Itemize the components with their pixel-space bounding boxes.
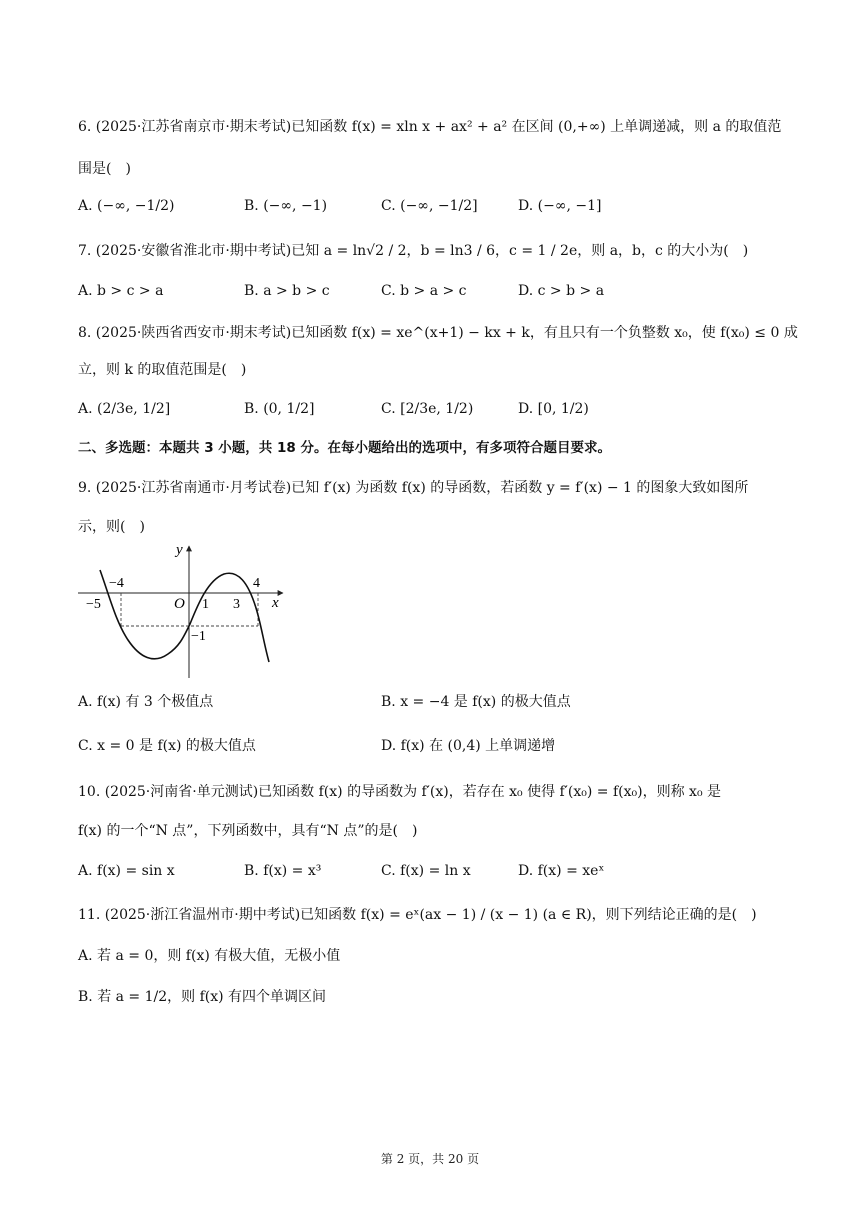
q9-option-c: C. x = 0 是 f(x) 的极大值点 [78,738,256,754]
q8-stem-line2: 立，则 k 的取值范围是( ) [78,362,247,378]
tick-label-3: 3 [233,597,240,612]
q8-stem-line1: 8. (2025·陕西省西安市·期末考试)已知函数 f(x) = xe^(x+1) − kx + k，有且只有一个负整数 x₀，使 f(x₀) ≤ 0 成 [78,325,798,341]
derivative-curve [100,570,269,662]
q7-option-d: D. c > b > a [518,283,605,299]
q7-stem: 7. (2025·安徽省淮北市·期中考试)已知 a = ln√2 / 2，b = ln3 / 6，c = 1 / 2e，则 a，b，c 的大小为( ) [78,243,749,259]
q8-option-c: C. [2/3e, 1/2) [381,401,474,417]
q6-option-d: D. (−∞, −1] [518,198,602,214]
q8-option-d: D. [0, 1/2) [518,401,589,417]
q7-option-a: A. b > c > a [78,283,164,299]
tick-label-minus5: −5 [86,597,101,612]
q9-option-b: B. x = −4 是 f(x) 的极大值点 [381,694,571,710]
q10-stem-line2: f(x) 的一个“N 点”，下列函数中，具有“N 点”的是( ) [78,823,418,839]
q9-stem-line1: 9. (2025·江苏省南通市·月考试卷)已知 f′(x) 为函数 f(x) 的导函数，若函数 y = f′(x) − 1 的图象大致如图所 [78,480,749,496]
q10-stem-line1: 10. (2025·河南省·单元测试)已知函数 f(x) 的导函数为 f′(x)，若存在 x₀ 使得 f′(x₀) = f(x₀)，则称 x₀ 是 [78,784,722,800]
tick-label-1: 1 [202,597,209,612]
q10-option-d: D. f(x) = xeˣ [518,863,605,879]
page-footer: 第 2 页，共 20 页 [380,1152,480,1166]
q9-option-d: D. f(x) 在 (0,4) 上单调递增 [381,738,556,754]
q6-option-a: A. (−∞, −1/2) [78,198,175,214]
q6-option-b: B. (−∞, −1) [244,198,328,214]
section-multiple-choice-heading: 二、多选题：本题共 3 小题，共 18 分。在每小题给出的选项中，有多项符合题目要求。 [78,440,611,456]
y-axis-label: y [176,542,183,558]
tick-label-minus1: −1 [191,629,206,644]
q6-option-c: C. (−∞, −1/2] [381,198,478,214]
q11-option-b: B. 若 a = 1/2，则 f(x) 有四个单调区间 [78,989,327,1005]
origin-label: O [174,596,185,612]
q8-option-a: A. (2/3e, 1/2] [78,401,171,417]
q6-stem-line2: 围是( ) [78,161,131,177]
q11-stem: 11. (2025·浙江省温州市·期中考试)已知函数 f(x) = eˣ(ax − 1) / (x − 1) (a ∈ R)，则下列结论正确的是( ) [78,907,757,923]
q9-stem-line2: 示，则( ) [78,519,145,535]
q7-option-b: B. a > b > c [244,283,330,299]
q7-option-c: C. b > a > c [381,283,467,299]
x-axis-label: x [272,595,279,611]
q6-stem-line1: 6. (2025·江苏省南京市·期末考试)已知函数 f(x) = xln x + ax² + a² 在区间 (0,+∞) 上单调递减，则 a 的取值范 [78,119,782,135]
q10-option-a: A. f(x) = sin x [78,863,175,879]
tick-label-minus4: −4 [109,576,124,591]
q9-option-a: A. f(x) 有 3 个极值点 [78,694,214,710]
tick-label-4: 4 [253,576,260,591]
q10-option-b: B. f(x) = x³ [244,863,322,879]
q10-option-c: C. f(x) = ln x [381,863,471,879]
q8-option-b: B. (0, 1/2] [244,401,315,417]
q11-option-a: A. 若 a = 0，则 f(x) 有极大值，无极小值 [78,948,341,964]
q9-derivative-graph [78,540,293,680]
